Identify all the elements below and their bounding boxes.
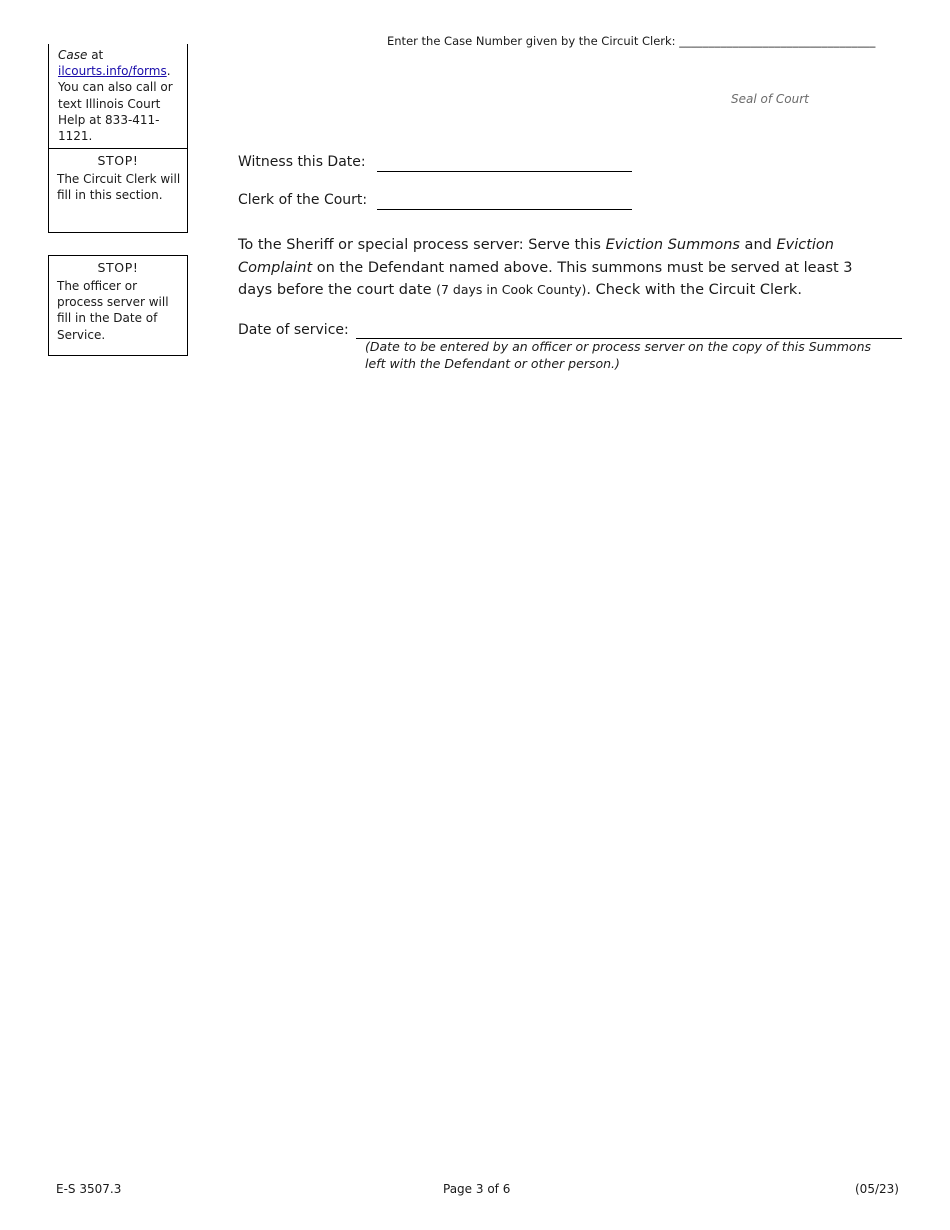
ilcourts-link[interactable]: ilcourts.info/forms — [58, 64, 167, 79]
form-id: E-S 3507.3 — [56, 1182, 122, 1196]
case-word: Case — [58, 48, 88, 62]
help-text: You can also call or text Illinois Court Help at 833-411-1121. — [58, 80, 173, 144]
link-period: . — [166, 64, 171, 79]
form-version: (05/23) — [855, 1182, 899, 1196]
instruction-text: and — [739, 237, 777, 253]
stop-box-clerk — [48, 148, 188, 233]
clerk-label: Clerk of the Court: — [238, 192, 368, 208]
service-note: (Date to be entered by an officer or process server on the copy of this Summons left with the Defendant or other person.) — [365, 339, 872, 371]
clerk-field[interactable] — [377, 209, 632, 210]
eviction-summons-text: Eviction Summons — [605, 237, 740, 253]
page-number: Page 3 of 6 — [443, 1182, 511, 1196]
instruction-text: on the Defendant named above. This summons must be served at least 3 days before the court date — [238, 259, 853, 298]
case-number-label: Enter the Case Number given by the Circuit Clerk: — [387, 34, 676, 48]
sheriff-instruction — [238, 234, 878, 302]
witness-date-field[interactable] — [377, 171, 632, 172]
case-number-field — [387, 34, 876, 48]
help-box — [48, 44, 188, 149]
date-of-service-label: Date of service: — [238, 322, 349, 338]
stop-title: STOP! — [97, 153, 139, 168]
instruction-text: . Check with the Circuit Clerk. — [586, 282, 802, 298]
eviction-complaint-text: Eviction Complaint — [238, 237, 834, 276]
stop-title: STOP! — [97, 260, 139, 275]
witness-date-label: Witness this Date: — [238, 154, 366, 170]
stop-body: The Circuit Clerk will fill in this section. — [57, 172, 181, 203]
cook-county-note: (7 days in Cook County) — [436, 282, 587, 297]
case-number-blank[interactable]: _________________________________ — [679, 34, 876, 48]
at-text: at — [87, 48, 104, 62]
instruction-text: To the Sheriff or special process server: Serve this — [238, 237, 606, 253]
stop-body: The officer or process server will fill in the Date of Service. — [57, 279, 169, 342]
seal-of-court: Seal of Court — [731, 92, 809, 106]
stop-box-officer — [48, 255, 188, 356]
